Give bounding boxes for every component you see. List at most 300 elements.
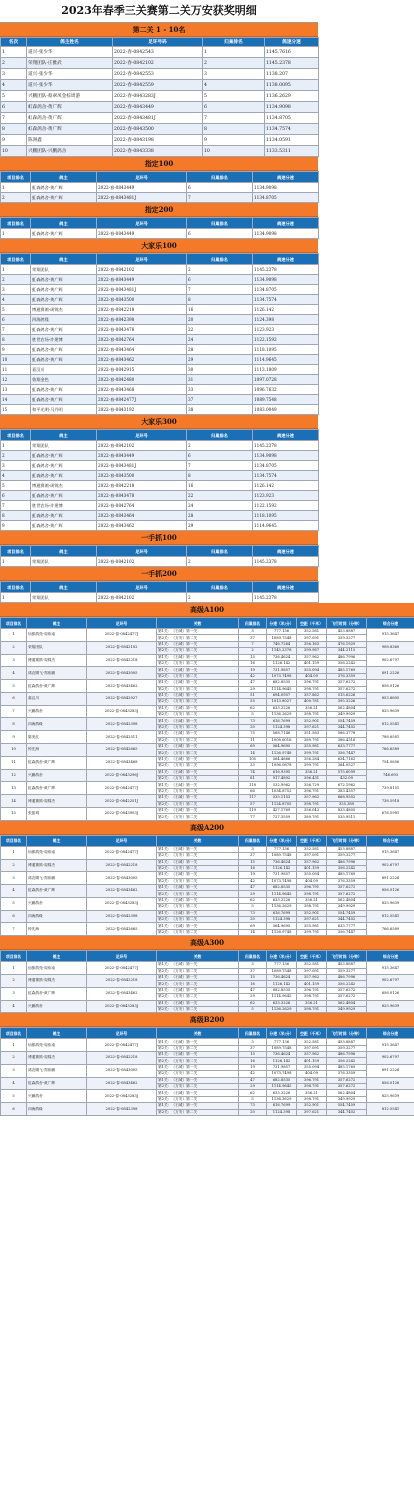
results-table — [0, 950, 414, 1013]
table-cell: 62 — [239, 897, 267, 903]
table-cell: 4 — [203, 80, 265, 91]
band-gaoji-a100: 高级A100 — [0, 603, 414, 617]
table-cell: 736.4624 — [267, 1052, 297, 1058]
table-cell: 554.7459 — [327, 1103, 367, 1109]
table-cell: 359.3277 — [327, 968, 367, 974]
table-cell: 1118.1095 — [253, 345, 319, 355]
table-cell: 第1关：（石城）第一关 — [157, 859, 239, 865]
table-cell: 389.791 — [297, 814, 327, 820]
table-cell: 400.781 — [297, 699, 327, 705]
table-cell: 633.7777 — [327, 923, 367, 929]
table-cell: 902.6797 — [367, 1052, 414, 1065]
table-cell: 376.3359 — [327, 1071, 367, 1077]
table-cell: 2022-春-0842665 — [87, 923, 157, 936]
table-cell: 2022-春-0843464 — [97, 511, 187, 521]
table-cell: 1145.2378 — [253, 557, 319, 567]
table-cell: 6 — [1, 692, 27, 705]
table-cell: 第1关：（石城）第一关 — [157, 795, 239, 801]
table-cell: 777.136 — [267, 1039, 297, 1045]
table-cell: 第2关：（万安）第二关 — [157, 1071, 239, 1077]
results-table — [0, 253, 319, 415]
table-cell: 395.3226 — [327, 699, 367, 705]
table-cell: 仙都鸽苑-周伟南 — [27, 846, 87, 859]
table-row — [1, 451, 319, 461]
table-cell: 虹森鸽舍-黄广辉 — [31, 325, 97, 335]
column-header: 关数 — [157, 618, 239, 629]
table-cell: 812.5541 — [367, 1103, 414, 1116]
column-header: 鸽主 — [31, 218, 97, 229]
table-cell: 4 — [1, 471, 31, 481]
table-cell: 51 — [239, 692, 267, 698]
table-row — [1, 481, 319, 491]
table-cell: 12 — [1, 375, 31, 385]
table-cell: 344.7402 — [327, 917, 367, 923]
table-cell: 3 — [1, 872, 27, 885]
table-cell: 33 — [187, 385, 253, 395]
table-cell: 虹森鸽舍-黄广辉 — [31, 395, 97, 405]
table-cell: 1096.0878 — [267, 763, 297, 769]
table-row — [1, 305, 319, 315]
table-cell: 62 — [239, 705, 267, 711]
table-cell: 博通赛鸽-周锦杰 — [27, 1052, 87, 1065]
table-cell: 634.7162 — [327, 756, 367, 762]
table-cell: 第2关：（万安）第二关 — [157, 686, 239, 692]
table-cell: 2022-春-0842477J — [97, 395, 187, 405]
table-row — [1, 405, 319, 415]
table-header-row — [1, 835, 414, 846]
table-cell: 2 — [187, 265, 253, 275]
table-cell: 575.6099 — [327, 769, 367, 775]
table-cell: 682.8535 — [267, 1077, 297, 1083]
table-cell: 第1关：（石城）第一关 — [157, 654, 239, 660]
table-cell: 398.791 — [297, 712, 327, 718]
table-cell: 2 — [1, 275, 31, 285]
table-cell: 352.901 — [297, 910, 327, 916]
table-cell: 2022-春-0842764 — [97, 501, 187, 511]
column-header: 归巢排名 — [239, 618, 267, 629]
table-cell: 24 — [187, 501, 253, 511]
table-cell: 2022-春-0842102 — [97, 557, 187, 567]
table-cell: 第1关：（石城）第一关 — [157, 974, 239, 980]
table-cell: 856.0126 — [367, 680, 414, 693]
table-cell: 633.3226 — [267, 705, 297, 711]
table-cell: 第2关：（万安）第二关 — [157, 788, 239, 794]
table-cell: 398.791 — [297, 686, 327, 692]
table-cell: 586.3778 — [327, 731, 367, 737]
table-cell: 1 — [1, 265, 31, 275]
table-cell: 532.9962 — [267, 782, 297, 788]
table-cell: 张振城 — [27, 807, 87, 820]
table-cell: 682.8535 — [267, 987, 297, 993]
table-cell: 兴鹏鸽舍 — [27, 705, 87, 718]
table-cell: 兴鹏鸽舍 — [27, 1090, 87, 1103]
table-row — [1, 275, 319, 285]
table-row — [1, 47, 319, 58]
table-cell: 1073.7498 — [267, 1071, 297, 1077]
table-cell: 第1关：（石城）第一关 — [157, 782, 239, 788]
table-cell: 15 — [1, 807, 27, 820]
table-cell: 2022-春-0842927 — [87, 692, 157, 705]
table-cell: 359.3277 — [327, 1045, 367, 1051]
table-cell: 355.389 — [327, 801, 367, 807]
table-cell: 2022-春-0843481J — [97, 285, 187, 295]
table-cell: 第1关：（石城）第一关 — [157, 923, 239, 929]
table-cell: 第2关：（万安）第二关 — [157, 1084, 239, 1090]
table-cell: 6 — [187, 275, 253, 285]
section-yishouzhua100 — [0, 531, 414, 567]
table-cell: 668.9502 — [327, 795, 367, 801]
table-cell: 356.21 — [297, 705, 327, 711]
table-cell: 1114.9645 — [253, 355, 319, 365]
table-cell: 2022-春-0843462 — [87, 987, 157, 1000]
column-header: 空距（千米） — [297, 835, 327, 846]
table-cell: 356.21 — [297, 897, 327, 903]
column-header: 归巢排名 — [239, 951, 267, 962]
table-cell: 554.7459 — [327, 910, 367, 916]
table-cell: 515.6226 — [327, 692, 367, 698]
results-table — [0, 545, 319, 567]
table-cell: 第1关：（石城）第一关 — [157, 1052, 239, 1058]
table-cell: 616.9395 — [267, 769, 297, 775]
table-cell: 47 — [239, 987, 267, 993]
column-header: 空距（千米） — [297, 618, 327, 629]
table-cell: 396.431 — [297, 775, 327, 781]
column-header: 飞行时间（分钟） — [327, 951, 367, 962]
table-cell: 453.8887 — [327, 629, 367, 635]
table-cell: 1 — [1, 183, 31, 193]
table-cell: 74 — [239, 769, 267, 775]
table-cell: 856.0126 — [367, 987, 414, 1000]
table-cell: 5 — [203, 91, 265, 102]
table-cell: 356.2242 — [327, 865, 367, 871]
column-header: 飞行时间（分钟） — [327, 618, 367, 629]
table-cell: 359.3277 — [327, 635, 367, 641]
table-cell: 891.2226 — [367, 1064, 414, 1077]
table-cell: 399.791 — [297, 750, 327, 756]
table-cell: 908.8360 — [367, 641, 414, 654]
column-header: 项目排名 — [1, 430, 31, 441]
table-cell: 2 — [187, 441, 253, 451]
table-cell: 胜世农场-许建博 — [31, 335, 97, 345]
table-cell: 404.09 — [297, 673, 327, 679]
band-dajiale100: 大家乐100 — [0, 239, 318, 253]
table-cell: 虹森鸽舍-黄广辉 — [31, 461, 97, 471]
table-cell: 2022-春-0843005 — [87, 667, 157, 680]
table-cell: 2022-春-0843462 — [87, 680, 157, 693]
table-cell: 2022-春-0843449 — [97, 229, 187, 239]
table-cell: 第1关：（石城）第一关 — [157, 692, 239, 698]
table-cell: 2022-春-0842102 — [97, 593, 187, 603]
column-header: 鸽主姓名 — [27, 38, 113, 47]
table-cell: 虹森鸽舍-黄广辉 — [31, 229, 97, 239]
table-cell: 16 — [187, 305, 253, 315]
table-cell: 398.791 — [297, 801, 327, 807]
table-cell: 2022-春-0843283J — [87, 1090, 157, 1103]
table-cell: 第2关：（万安）第二关 — [157, 1096, 239, 1102]
table-cell: 6 — [1, 1103, 27, 1116]
table-cell: 554.7459 — [327, 718, 367, 724]
table-cell: 兴鹏鸽舍 — [27, 1000, 87, 1013]
table-cell: 10 — [203, 146, 265, 157]
column-header: 空距（千米） — [297, 1028, 327, 1039]
table-row — [1, 355, 319, 365]
table-cell: 1073.7498 — [267, 673, 297, 679]
table-cell: 812.5541 — [367, 718, 414, 731]
table-cell: 第2关：（万安）第二关 — [157, 673, 239, 679]
column-header: 名次 — [1, 38, 27, 47]
band-top10: 第二关 1 - 10名 — [0, 23, 318, 37]
column-header: 归巢排名 — [187, 254, 253, 265]
section-gaoji-b200 — [0, 1013, 414, 1116]
table-cell: 2022-春-0842477J — [87, 846, 157, 859]
table-cell: 349.9929 — [327, 1006, 367, 1012]
table-cell: 356.729 — [297, 782, 327, 788]
table-row — [1, 91, 319, 102]
table-cell: 仙都鸽苑-周伟南 — [27, 629, 87, 642]
table-cell: 73 — [239, 910, 267, 916]
table-cell: 2022-春-0843283J — [87, 705, 157, 718]
table-cell: 766.6589 — [367, 744, 414, 757]
table-cell: 1145.2378 — [253, 441, 319, 451]
table-cell: 47 — [239, 1077, 267, 1083]
table-cell: 20 — [239, 917, 267, 923]
table-cell: 鲁翔金色 — [31, 375, 97, 385]
table-cell: 8 — [187, 471, 253, 481]
table-cell: 1013.8027 — [267, 699, 297, 705]
table-cell: 1 — [1, 441, 31, 451]
column-header: 足环号 — [87, 835, 157, 846]
table-cell: 7 — [1, 325, 31, 335]
table-cell: 57 — [239, 801, 267, 807]
table-cell: 1126.9748 — [267, 750, 297, 756]
table-cell: 1097.0728 — [253, 375, 319, 385]
table-cell: 22 — [187, 325, 253, 335]
table-cell: 3 — [1, 69, 27, 80]
table-cell: 401.159 — [297, 981, 327, 987]
table-cell: 荣翔团队 — [31, 557, 97, 567]
table-cell: 376.3359 — [327, 673, 367, 679]
table-cell: 476.1929 — [327, 641, 367, 647]
table-cell: 第2关：（万安）第二关 — [157, 1045, 239, 1051]
table-cell: 虹森鸽舍-黄广辉 — [31, 193, 97, 203]
table-row — [1, 593, 319, 603]
table-cell: 356.7447 — [327, 929, 367, 935]
table-cell: 1 — [1, 962, 27, 975]
table-cell: 第1关：（石城）第一关 — [157, 731, 239, 737]
table-cell: 453.8887 — [327, 1039, 367, 1045]
table-cell: 902.6797 — [367, 974, 414, 987]
column-header: 足环号 — [97, 172, 187, 183]
table-cell: 第1关：（石城）第一关 — [157, 705, 239, 711]
results-table — [0, 217, 319, 239]
table-cell: 5 — [1, 481, 31, 491]
table-cell: 357.6272 — [327, 680, 367, 686]
table-cell: 396.791 — [297, 1077, 327, 1083]
table-cell: 第2关：（万安）第二关 — [157, 904, 239, 910]
column-header: 飞行时间（分钟） — [327, 835, 367, 846]
table-cell: 第2关：（万安）第二关 — [157, 878, 239, 884]
column-header: 项目排名 — [1, 172, 31, 183]
column-header: 足环号 — [97, 546, 187, 557]
table-cell: 鸿农腾飞-郑伟鹏 — [27, 872, 87, 885]
table-cell: 第1关：（石城）第一关 — [157, 1064, 239, 1070]
column-header: 项目排名 — [1, 1028, 27, 1039]
table-cell: 20 — [187, 315, 253, 325]
table-cell: 397.091 — [297, 635, 327, 641]
table-cell: 11 — [1, 756, 27, 769]
table-cell: 398.791 — [297, 1084, 327, 1090]
column-header: 飞行时间（分钟） — [327, 1028, 367, 1039]
band-zhiding200: 指定200 — [0, 203, 318, 217]
table-row — [1, 491, 319, 501]
table-cell: 891.2226 — [367, 872, 414, 885]
table-cell: 1145.2378 — [253, 265, 319, 275]
table-cell: 2022-春-0842398 — [97, 315, 187, 325]
table-row — [1, 102, 319, 113]
table-cell: 37 — [239, 635, 267, 641]
table-cell: 633.3226 — [267, 1000, 297, 1006]
table-cell: 15 — [1, 405, 31, 415]
table-cell: 736.4624 — [267, 974, 297, 980]
table-cell: 404.09 — [297, 878, 327, 884]
table-cell: 道兴-张少华 — [27, 47, 113, 58]
table-cell: 16 — [239, 1058, 267, 1064]
table-cell: 37 — [239, 853, 267, 859]
column-header: 关数 — [157, 951, 239, 962]
table-cell: 2022-春-0843478 — [97, 491, 187, 501]
table-cell: 731.9857 — [267, 667, 297, 673]
table-cell: 1089.7548 — [267, 1045, 297, 1051]
table-cell: 四海鸽缘 — [27, 718, 87, 731]
table-cell: 虹森鸽舍-黄广辉 — [27, 102, 113, 113]
table-cell: 694.0957 — [267, 692, 297, 698]
table-row — [1, 441, 319, 451]
table-cell: 博通赛鸽-周锦杰 — [31, 481, 97, 491]
table-cell: 364.0527 — [327, 763, 367, 769]
table-row — [1, 511, 319, 521]
table-row — [1, 69, 319, 80]
table-cell: 682.8535 — [267, 885, 297, 891]
table-cell: 2022-春-0843500 — [97, 295, 187, 305]
table-cell: 2022-春-0843449 — [97, 275, 187, 285]
table-cell: 486.7996 — [327, 859, 367, 865]
table-cell: 2022-春-0843468 — [97, 385, 187, 395]
results-table — [0, 429, 319, 531]
table-cell: 1 — [1, 629, 27, 642]
table-cell: 第2关：（万安）第二关 — [157, 635, 239, 641]
table-cell: 47 — [239, 680, 267, 686]
table-cell: 第2关：（万安）第二关 — [157, 763, 239, 769]
table-cell: 6 — [187, 451, 253, 461]
table-cell: 825.9639 — [367, 1090, 414, 1103]
table-row — [1, 375, 319, 385]
table-cell: 10 — [1, 355, 31, 365]
table-cell: 349.9929 — [327, 712, 367, 718]
table-cell: 2022-春-0842398 — [87, 910, 157, 923]
table-cell: 1145.2378 — [253, 593, 319, 603]
table-row — [1, 80, 319, 91]
table-cell: 8 — [1, 718, 27, 731]
table-cell: 2 — [1, 974, 27, 987]
column-header: 项目排名 — [1, 951, 27, 962]
column-header: 综合分速 — [367, 835, 414, 846]
table-cell: 14 — [1, 795, 27, 808]
table-cell: 第1关：（石城）第一关 — [157, 987, 239, 993]
column-header: 归巢排名 — [187, 582, 253, 593]
table-cell: 第2关：（万安）第二关 — [157, 865, 239, 871]
table-cell: 1114.9645 — [267, 686, 297, 692]
table-cell: 7 — [187, 193, 253, 203]
table-cell: 397.091 — [297, 968, 327, 974]
table-cell: 396.791 — [297, 987, 327, 993]
table-cell: 777.136 — [267, 962, 297, 968]
table-cell: 第2关：（万安）第二关 — [157, 699, 239, 705]
table-cell: 2022-春-0842218 — [87, 654, 157, 667]
table-cell: 2022-春-0843478 — [97, 325, 187, 335]
table-cell: 401.159 — [297, 865, 327, 871]
table-cell: 第1关：（石城）第一关 — [157, 897, 239, 903]
table-cell: 616.7699 — [267, 910, 297, 916]
table-cell: 357.6272 — [327, 686, 367, 692]
table-cell: 2022-春-0842102 — [87, 641, 157, 654]
table-cell: 1134.9098 — [253, 451, 319, 461]
table-cell: 8 — [1, 124, 27, 135]
table-cell: 3 — [203, 69, 265, 80]
table-cell: 77 — [239, 814, 267, 820]
table-cell: 虹森鸽舍-黄广辉 — [27, 782, 87, 795]
table-cell: 2022-春-0843462 — [97, 521, 187, 531]
table-cell: 357.962 — [297, 1052, 327, 1058]
column-header: 鸽速分速 — [253, 254, 319, 265]
column-header: 项目排名 — [1, 582, 31, 593]
table-cell: 344.2115 — [327, 648, 367, 654]
table-cell: 道兴-张少华 — [27, 69, 113, 80]
table-cell: 485.1769 — [327, 667, 367, 673]
table-cell: 1134.8705 — [265, 113, 319, 124]
table-cell: 349.9929 — [327, 1096, 367, 1102]
table-cell: 5 — [239, 1096, 267, 1102]
table-cell: 2022-春-0842511 — [87, 731, 157, 744]
table-cell: 344.7402 — [327, 1109, 367, 1115]
table-cell: 535.1153 — [267, 795, 297, 801]
table-cell: 9 — [1, 135, 27, 146]
table-cell: 1136.2629 — [267, 1006, 297, 1012]
table-cell: 766.6589 — [367, 923, 414, 936]
table-cell: 虹森鸽舍-黄广辉 — [31, 511, 97, 521]
table-cell: 1073.7498 — [267, 878, 297, 884]
table-cell: 5 — [239, 712, 267, 718]
table-cell: 398.791 — [297, 1006, 327, 1012]
table-cell: 28 — [187, 345, 253, 355]
table-cell: 钟先海 — [27, 744, 87, 757]
table-row — [1, 521, 319, 531]
table-cell: 825.9639 — [367, 1000, 414, 1013]
table-cell: 7 — [1, 501, 31, 511]
column-header: 分速（米/分） — [267, 835, 297, 846]
table-cell: 1126.142 — [267, 865, 297, 871]
results-table — [0, 171, 319, 203]
table-cell: 第2关：（万安）第二关 — [157, 891, 239, 897]
table-cell: 6 — [1, 910, 27, 923]
table-cell: 四海鸽缘 — [27, 910, 87, 923]
table-cell: 6 — [1, 315, 31, 325]
table-cell: 1134.9098 — [253, 275, 319, 285]
table-cell: 7 — [1, 113, 27, 124]
table-cell: 2022-春-0842218 — [87, 859, 157, 872]
table-cell: 第2关：（万安）第二关 — [157, 1006, 239, 1012]
table-cell: 第2关：（万安）第二关 — [157, 814, 239, 820]
table-cell: 29 — [239, 994, 267, 1000]
